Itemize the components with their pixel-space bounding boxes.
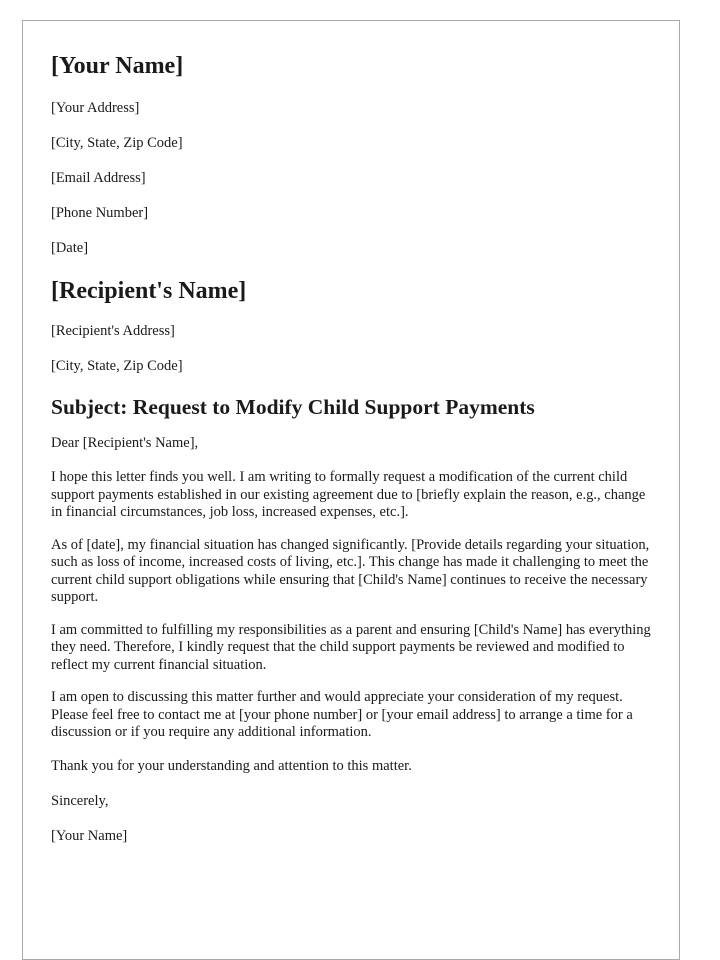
salutation: Dear [Recipient's Name], xyxy=(51,435,199,451)
signoff: Sincerely, xyxy=(51,792,109,809)
body-paragraph-3: I am committed to fulfilling my responsibilities as a parent and ensuring [Child's Name] has everything they need. Therefore, I kindly request that the child support payments be reviewed and modified to reflect my current financial situation. xyxy=(51,621,651,673)
sender-city-state-zip: [City, State, Zip Code] xyxy=(51,135,183,151)
closing-line: Thank you for your understanding and attention to this matter. xyxy=(51,757,412,774)
sender-address: [Your Address] xyxy=(51,100,140,116)
recipient-name: [Recipient's Name] xyxy=(51,278,247,304)
sender-phone: [Phone Number] xyxy=(51,205,149,221)
letter-content xyxy=(51,49,657,862)
signature-name: [Your Name] xyxy=(51,827,128,844)
sender-name: [Your Name] xyxy=(51,53,184,79)
body-paragraph-4: I am open to discussing this matter further and would appreciate your consideration of my request. Please feel free to contact me at [your phone number] or [your email address] to arrange a time for a discussion or if you require any additional information. xyxy=(51,689,633,740)
body-paragraph-2: As of [date], my financial situation has changed significantly. [Provide details regarding your situation, such as loss of income, increased costs of living, etc.]. This change has made it challenging to meet the current child support obligations while ensuring that [Child's Name] continues to receive the necessary support. xyxy=(51,536,650,605)
subject-line: Subject: Request to Modify Child Support Payments xyxy=(51,395,535,419)
sender-email: [Email Address] xyxy=(51,170,146,186)
letter-date: [Date] xyxy=(51,240,89,256)
letter-page xyxy=(22,20,680,960)
body-paragraph-1: I hope this letter finds you well. I am writing to formally request a modification of the current child support payments established in our existing agreement due to [briefly explain the reason, e.g., change in financial circumstances, job loss, increased expenses, etc.]. xyxy=(51,469,646,520)
recipient-city-state-zip: [City, State, Zip Code] xyxy=(51,358,183,374)
recipient-address: [Recipient's Address] xyxy=(51,323,175,339)
